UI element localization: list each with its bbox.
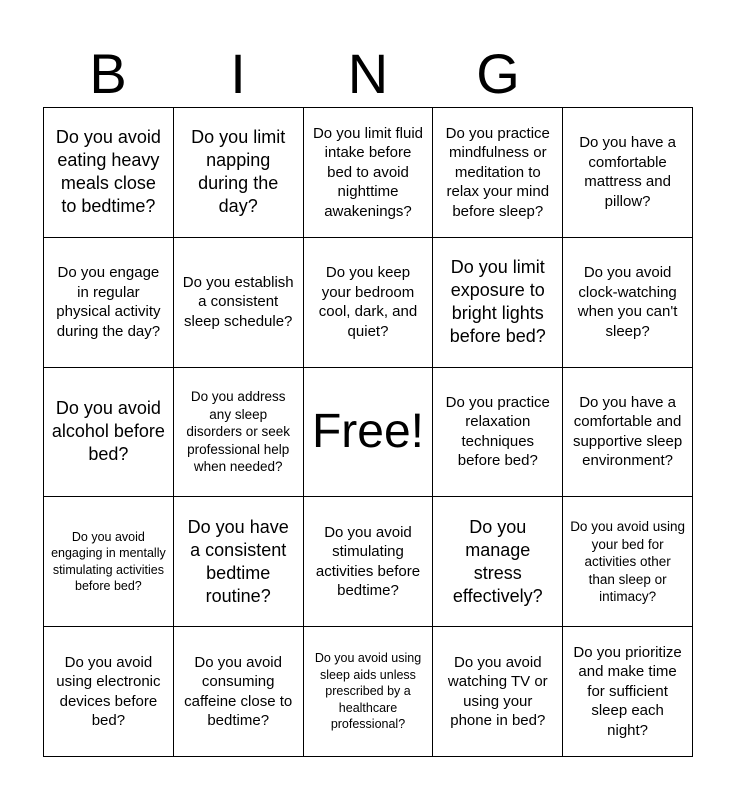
bingo-cell[interactable] [44, 238, 174, 368]
cell-text: Do you establish a consistent sleep schedule? [182, 273, 294, 330]
bingo-cell[interactable] [304, 627, 434, 757]
bingo-cell[interactable] [304, 497, 434, 627]
cell-text: Do you keep your bedroom cool, dark, and quiet? [318, 264, 418, 340]
cell-text: Do you limit exposure to bright lights before bed? [449, 257, 546, 347]
bingo-cell[interactable] [174, 108, 304, 238]
bingo-cell[interactable] [433, 238, 563, 368]
bingo-cell[interactable] [44, 497, 174, 627]
bingo-cell[interactable] [433, 627, 563, 757]
free-space-cell[interactable] [304, 368, 434, 498]
bingo-cell[interactable] [44, 627, 174, 757]
cell-text: Do you limit napping during the day? [191, 127, 286, 217]
cell-text: Do you avoid eating heavy meals close to bedtime? [55, 127, 161, 217]
bingo-cell[interactable] [563, 238, 693, 368]
cell-text: Do you have a consistent bedtime routine? [187, 516, 289, 606]
cell-text: Do you prioritize and make time for sufficient sleep each night? [573, 643, 682, 739]
header-letter-n: N [347, 42, 389, 105]
bingo-cell[interactable] [304, 108, 434, 238]
bingo-cell[interactable] [304, 238, 434, 368]
bingo-cell[interactable] [174, 497, 304, 627]
bingo-cell[interactable] [174, 238, 304, 368]
bingo-cell[interactable] [433, 497, 563, 627]
bingo-cell[interactable] [44, 108, 174, 238]
cell-text: Do you manage stress effectively? [452, 516, 543, 606]
bingo-cell[interactable] [433, 108, 563, 238]
header-letter-i: I [230, 42, 246, 105]
bingo-cell[interactable] [44, 368, 174, 498]
bingo-board [43, 107, 693, 757]
cell-text: Do you avoid engaging in mentally stimulating activities before bed? [51, 529, 166, 594]
cell-text: Do you have a comfortable and supportive sleep environment? [572, 393, 683, 470]
cell-text: Do you avoid consuming caffeine close to bedtime? [184, 653, 293, 730]
bingo-cell[interactable] [174, 627, 304, 757]
cell-text: Do you avoid watching TV or using your phone in bed? [447, 653, 548, 730]
bingo-header [43, 42, 693, 106]
cell-text: Do you avoid using electronic devices before bed? [56, 653, 161, 730]
cell-text: Do you engage in regular physical activity during the day? [56, 264, 161, 340]
cell-text: Do you avoid alcohol before bed? [51, 398, 165, 465]
cell-text: Do you practice relaxation techniques before bed? [445, 393, 550, 470]
cell-text: Do you address any sleep disorders or seek professional help when needed? [186, 389, 290, 475]
cell-text: Do you avoid using your bed for activities other than sleep or intimacy? [570, 519, 686, 605]
bingo-cell[interactable] [563, 108, 693, 238]
free-space-text: Free! [311, 404, 424, 458]
bingo-cell[interactable] [563, 368, 693, 498]
bingo-cell[interactable] [563, 627, 693, 757]
cell-text: Do you practice mindfulness or meditation to relax your mind before sleep? [445, 124, 550, 220]
bingo-cell[interactable] [174, 368, 304, 498]
bingo-cell[interactable] [563, 497, 693, 627]
cell-text: Do you avoid using sleep aids unless prescribed by a healthcare professional? [314, 651, 422, 732]
bingo-cell[interactable] [433, 368, 563, 498]
cell-text: Do you avoid clock-watching when you can't sleep? [577, 264, 678, 340]
header-letter-b: B [89, 42, 127, 105]
header-letter-g: G [476, 42, 520, 105]
cell-text: Do you have a comfortable mattress and pillow? [579, 134, 676, 210]
cell-text: Do you avoid stimulating activities before bedtime? [315, 523, 421, 600]
cell-text: Do you limit fluid intake before bed to avoid nighttime awakenings? [312, 124, 424, 220]
